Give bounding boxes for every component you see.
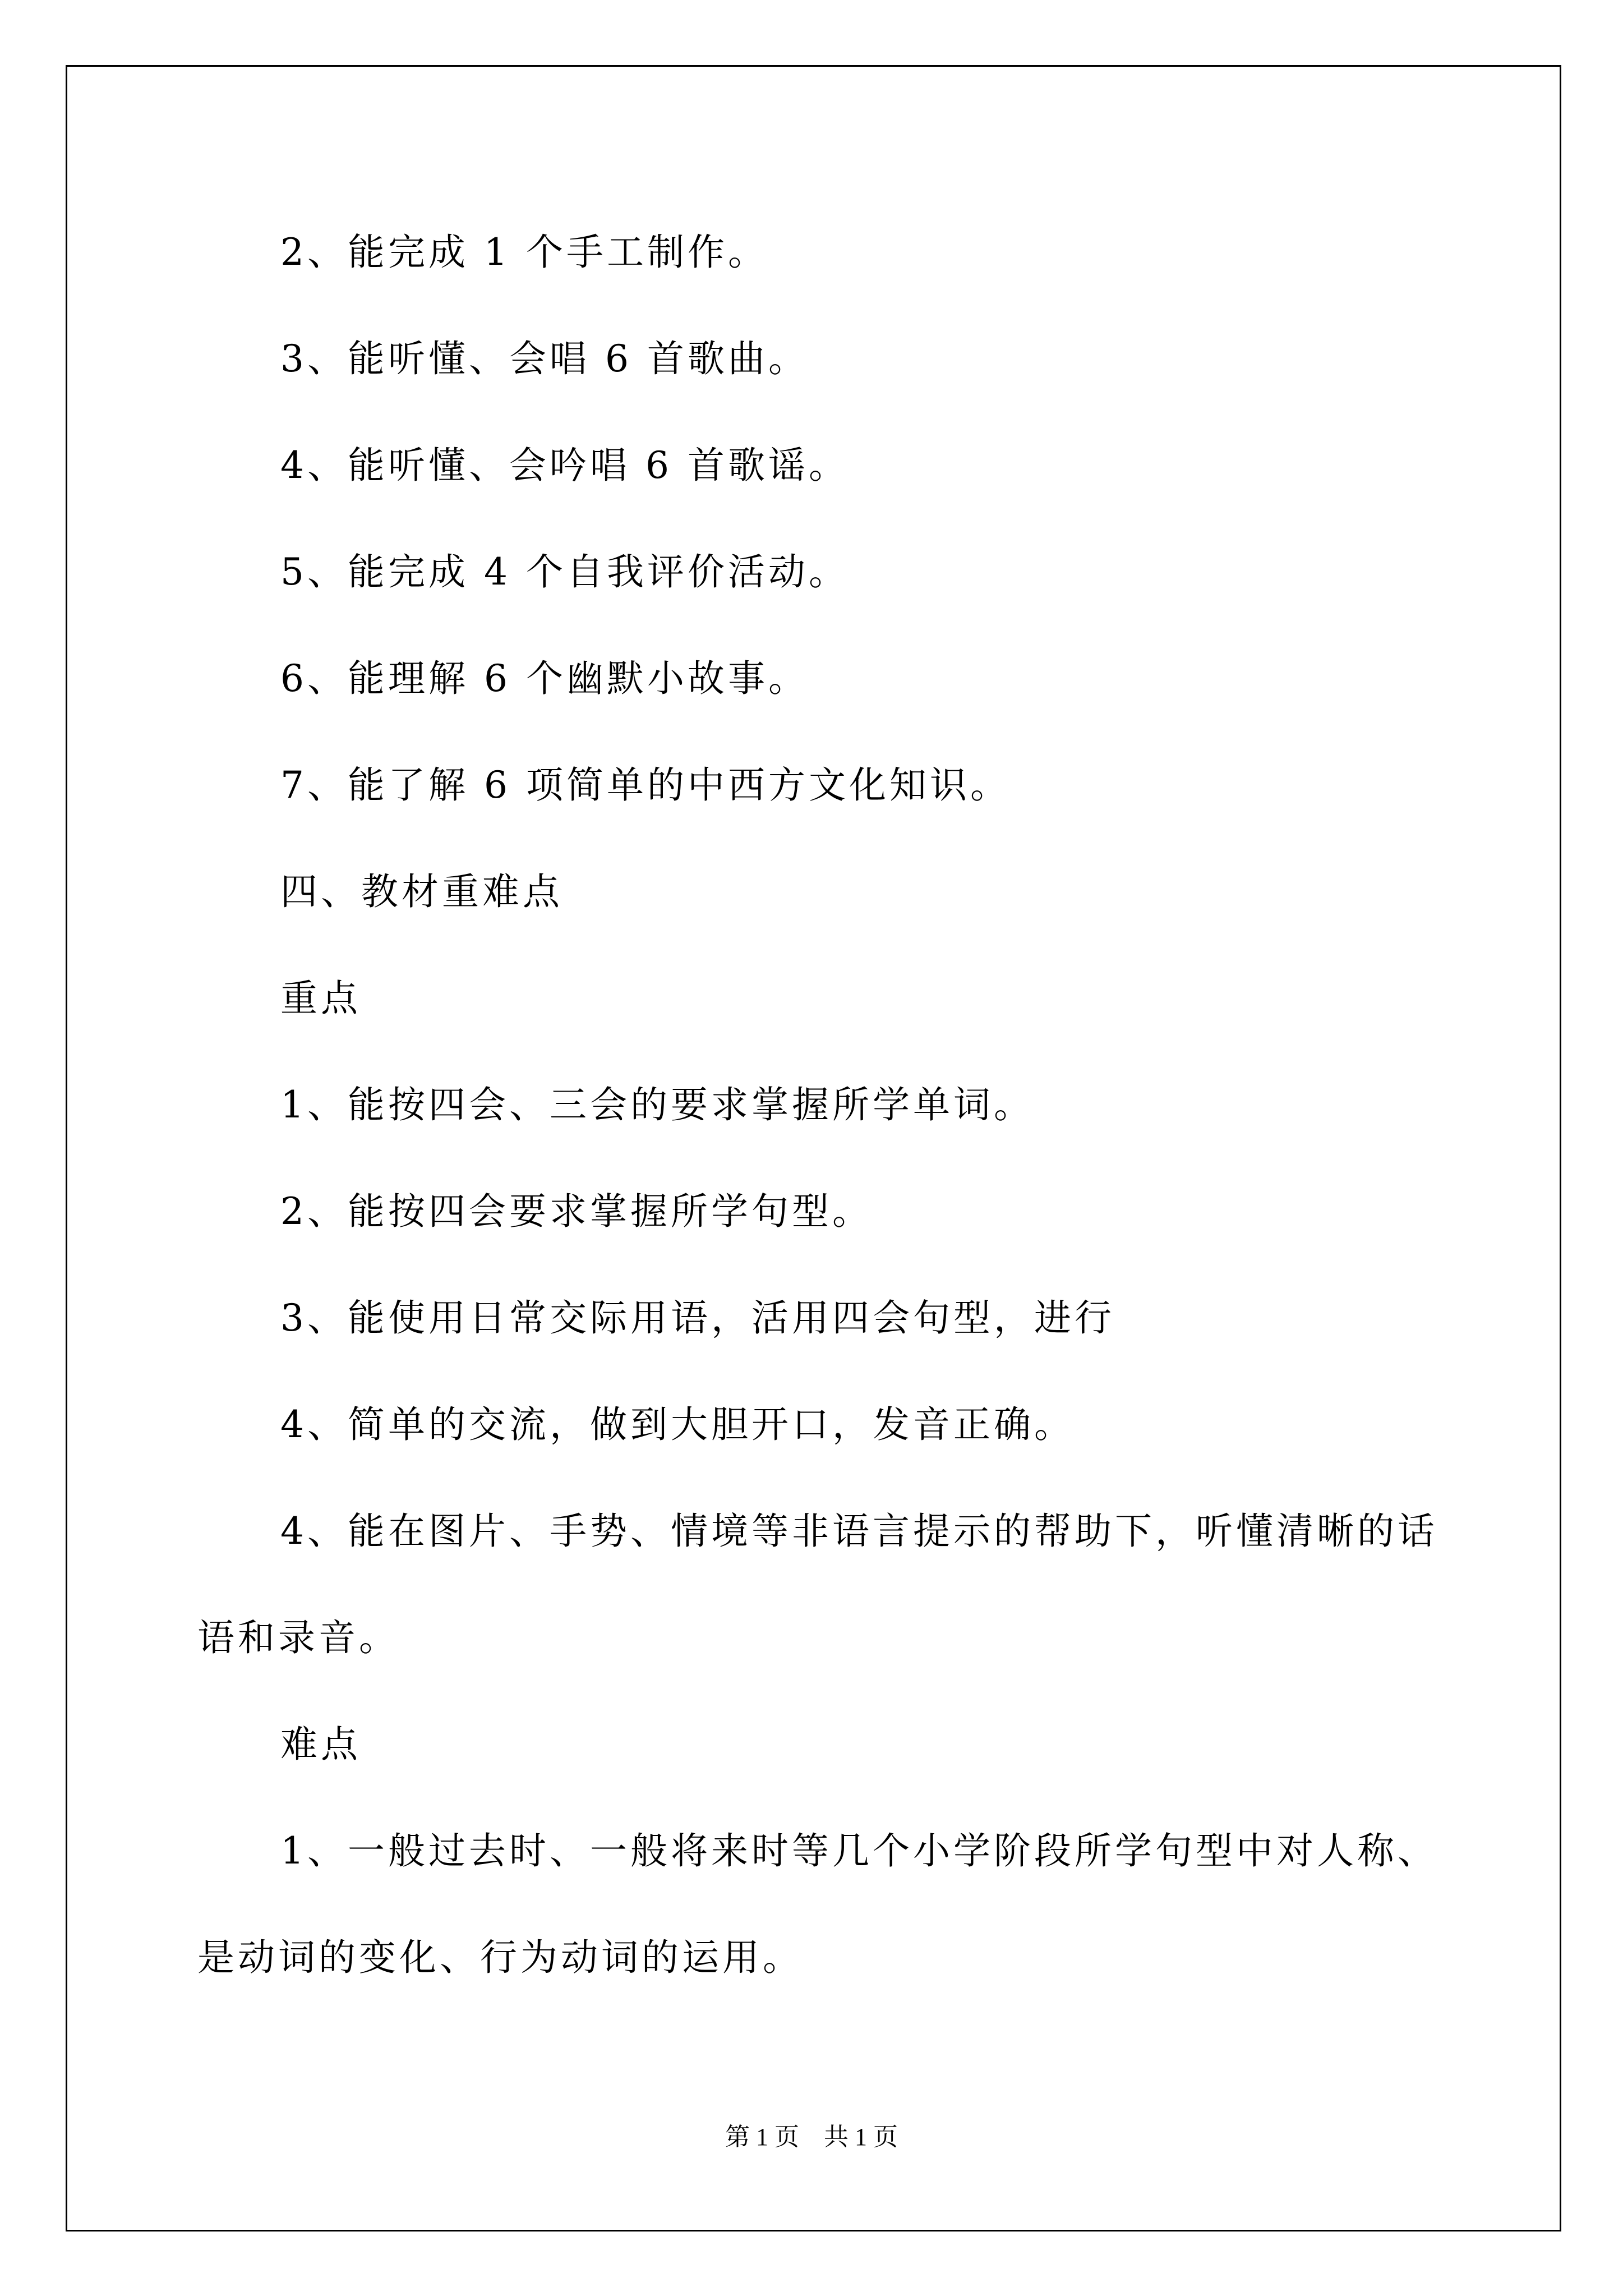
text-line-13: 4、能在图片、手势、情境等非语言提示的帮助下，听懂清晰的话 bbox=[280, 1510, 1438, 1553]
text-line-5: 6、能理解 6 个幽默小故事。 bbox=[280, 657, 809, 700]
text-line-3: 4、能听懂、会吟唱 6 首歌谣。 bbox=[280, 444, 849, 487]
text-line-11: 3、能使用日常交际用语，活用四会句型，进行 bbox=[280, 1296, 1115, 1340]
page-footer: 第 1 页 共 1 页 bbox=[725, 2123, 898, 2151]
text-line-12: 4、简单的交流，做到大胆开口，发音正确。 bbox=[280, 1403, 1075, 1446]
text-line-17: 是动词的变化、行为动词的运用。 bbox=[197, 1936, 803, 1979]
text-line-14: 语和录音。 bbox=[197, 1616, 399, 1659]
text-line-2: 3、能听懂、会唱 6 首歌曲。 bbox=[280, 337, 809, 380]
text-line-16: 1、一般过去时、一般将来时等几个小学阶段所学句型中对人称、 bbox=[280, 1829, 1438, 1872]
text-line-1: 2、能完成 1 个手工制作。 bbox=[280, 231, 768, 274]
text-line-9: 1、能按四会、三会的要求掌握所学单词。 bbox=[280, 1083, 1034, 1126]
text-line-10: 2、能按四会要求掌握所学句型。 bbox=[280, 1190, 873, 1233]
text-line-6: 7、能了解 6 项简单的中西方文化知识。 bbox=[280, 763, 1011, 807]
subheading-key-points: 重点 bbox=[280, 977, 361, 1020]
subheading-difficulties: 难点 bbox=[280, 1723, 361, 1766]
section-heading: 四、教材重难点 bbox=[280, 870, 563, 913]
text-line-4: 5、能完成 4 个自我评价活动。 bbox=[280, 550, 849, 593]
page-border bbox=[66, 65, 1561, 2231]
